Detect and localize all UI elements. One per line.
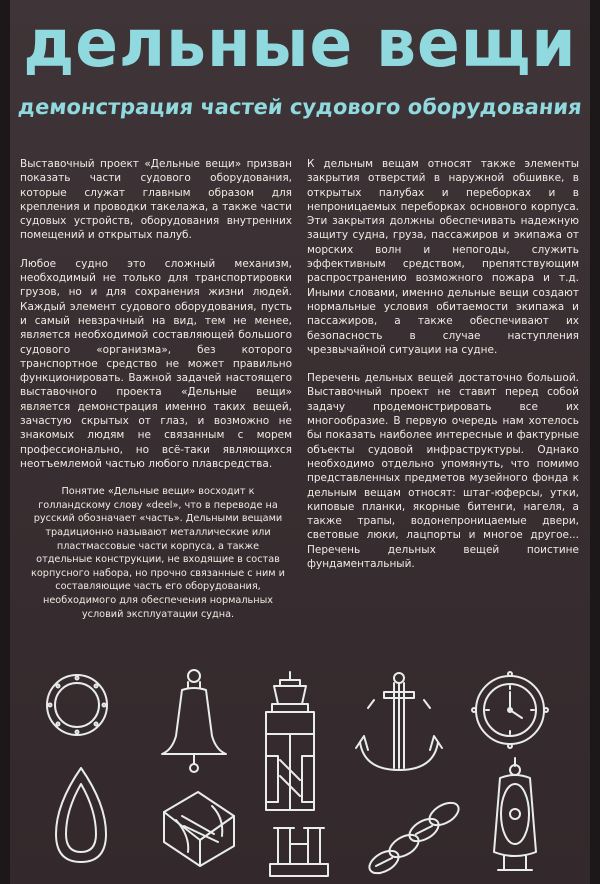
- bollard-icon: [264, 820, 334, 880]
- poster-subtitle: демонстрация частей судового оборудования: [17, 95, 583, 119]
- paragraph-closures: К дельным вещам относят также элементы закрытия отверстий в наружной обшивке, в открытых палубах и переборках и в непроницаемых переборках основного корпуса. Эти закрытия должны обеспечивать надежную защиту судна, груза, пассажиров и экипажа от морских волн и непогоды, служить эффективным средством, препятствующим распространению возможного пожара и т.д. Иными словами, именно дельные вещи создают нормальные условия обитаемости экипажа и пассажиров, а также обеспечивают их безопасность в случае наступления чрезвычайной ситуации на судне.: [307, 158, 579, 356]
- right-text-column: [307, 157, 579, 571]
- equipment-icons: [14, 660, 586, 884]
- lantern-icon: [254, 670, 326, 816]
- paragraph-list: Перечень дельных вещей достаточно большой. Выставочный проект не ставит перед собой задачу продемонстрировать все их многообразие. В первую очередь нам хотелось бы показать наиболее интересные и фактурные объекты судовой инфраструктуры. Однако необходимо отдельно упомянуть, что помимо представленных предметов музейного фонда к дельным вещам относят: штаг-юферсы, утки, киповые планки, якорные битенги, нагеля, а также трапы, водонепроницаемые двери, световые люки, лацпорты и многое другое... Перечень дельных вещей поистине фундаментальный.: [307, 372, 579, 571]
- poster-edge-right: [590, 0, 600, 884]
- chain-icon: [364, 788, 464, 878]
- paragraph-etymology: Понятие «Дельные вещи» восходит к голландскому слову «deel», что в переводе на русский обозначает «часть». Дельными вещами традиционно называют металлические или пластмассовые части корпуса, а также отдельные конструкции, не входящие в состав корпусного набора, но прочно связанные с ним и составляющие часть его оборудования, необходимого для обеспечения нормальных условий эксплуатации судна.: [31, 486, 285, 620]
- poster-title: дельные вещи: [23, 5, 577, 82]
- pulley-block-icon: [480, 756, 550, 876]
- porthole-icon: [42, 670, 112, 740]
- thimble-icon: [48, 764, 114, 868]
- paragraph-intro: Выставочный проект «Дельные вещи» призван показать части судового оборудования, которые служат главным образом для крепления и проводки такелажа, а также части судовых устройств, оборудования внутренних помещений и открытых палуб.: [20, 158, 292, 242]
- poster-edge-left: [0, 0, 10, 884]
- bell-icon: [154, 666, 234, 778]
- ship-clock-icon: [470, 670, 550, 750]
- anchor-icon: [354, 670, 444, 780]
- left-text-column: [20, 157, 292, 621]
- paragraph-mechanism: Любое судно это сложный механизм, необходимый не только для транспортировки грузов, но и для сохранения жизни людей. Каждый элемент судового оборудования, пусть и самый невзрачный на вид, тем не менее, является необходимой составляющей большого судового «организма», без которого транспортное средство не может правильно функционировать. Важной задачей настоящего выставочного проекта «Дельные вещи» является демонстрация именно таких вещей, зачастую скрытых от глаз, и возможно не знакомых людям не связанным с морем профессионально, но всё-таки являющихся неотъемлемой частью любого плавсредства.: [20, 257, 292, 470]
- fairlead-roller-icon: [154, 786, 244, 872]
